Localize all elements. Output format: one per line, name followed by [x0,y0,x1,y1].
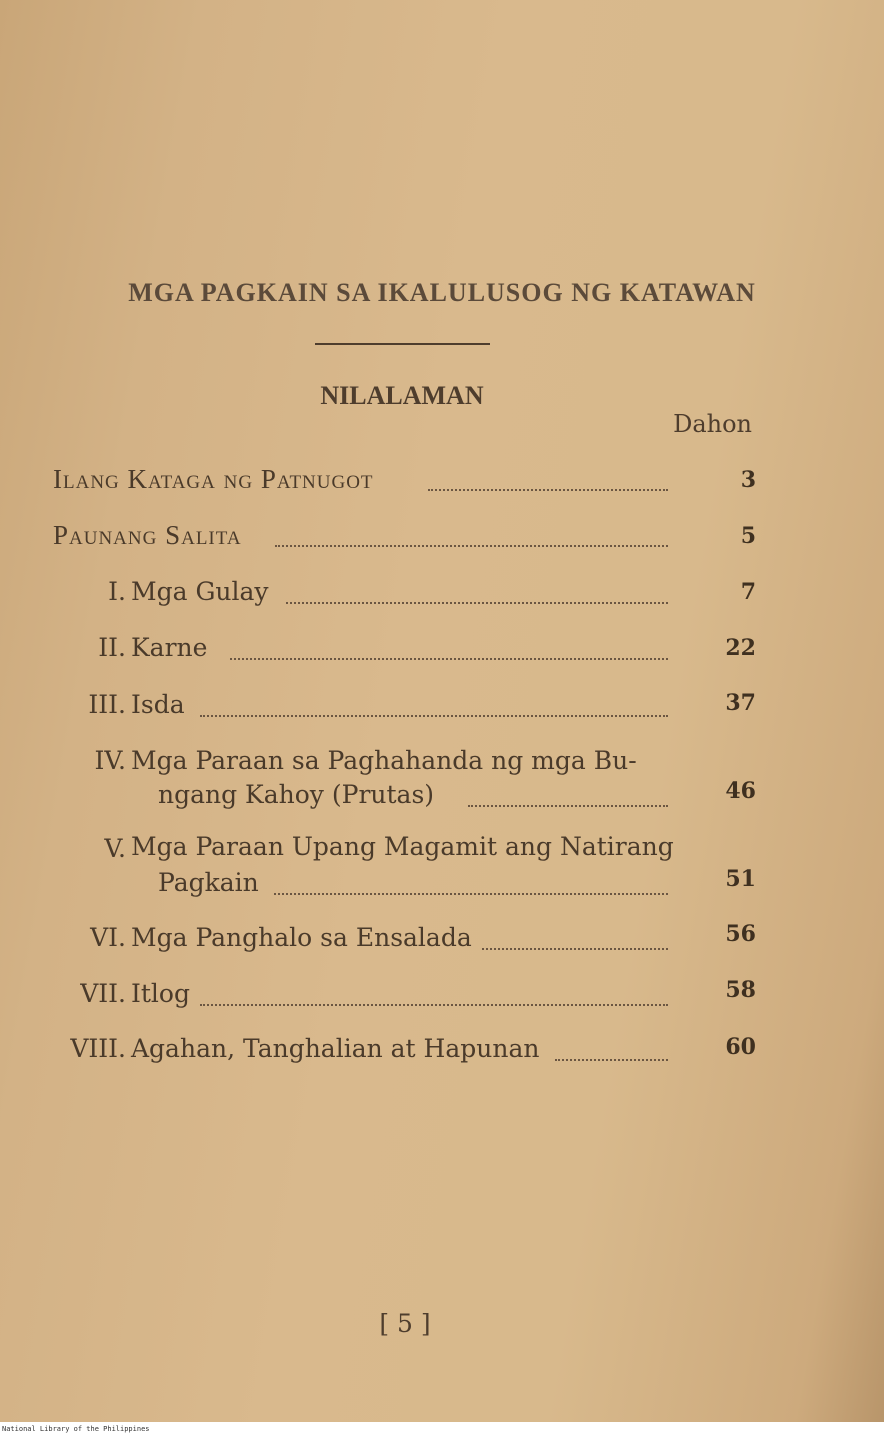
toc-entry-page: 7 [740,579,756,605]
dot-leader [428,489,668,491]
toc-entry-number: VII. [80,979,126,1008]
toc-entry-title: Itlog [131,979,190,1008]
toc-entry-number: III. [88,690,126,719]
toc-entry-number: II. [98,633,126,662]
dot-leader [275,545,668,547]
dot-leader [468,805,668,807]
toc-entry [0,462,884,502]
toc-entry-page: 51 [725,866,756,892]
dot-leader [555,1059,668,1061]
toc-entry-title: Paunang Salita [53,520,242,550]
toc-entry [0,518,884,558]
toc-entry [0,575,884,615]
book-title: MGA PAGKAIN SA IKALULUSOG NG KATAWAN [128,278,756,307]
toc-entry-title-line2: Pagkain [158,868,259,897]
toc-entry [0,1032,884,1072]
toc-entry-page: 58 [725,977,756,1003]
toc-entry-title: Agahan, Tanghalian at Hapunan [131,1034,540,1063]
toc-entry-number: V. [104,834,126,863]
title-rule [315,343,490,345]
dot-leader [274,893,668,895]
dot-leader [482,948,668,950]
toc-entry [0,921,884,961]
toc-entry-title: Ilang Kataga ng Patnugot [53,464,374,494]
toc-entry-page: 56 [725,921,756,947]
dot-leader [230,658,668,660]
toc-entry-page: 3 [740,467,756,493]
toc-entry-page: 60 [725,1034,756,1060]
toc-entry-number: I. [108,577,126,606]
toc-entry [0,631,884,671]
toc-entry-title: Karne [131,633,208,662]
toc-entry-title-line1: Mga Paraan sa Paghahanda ng mga Bu- [131,746,637,775]
toc-entry-title-line1: Mga Paraan Upang Magamit ang Natirang [131,832,674,861]
toc-entry-title: Mga Gulay [131,577,269,606]
toc-entry-page: 37 [725,690,756,716]
toc-entry-title: Mga Panghalo sa Ensalada [131,923,472,952]
toc-entry-page: 46 [725,778,756,804]
dot-leader [286,602,668,604]
page-number: [ 5 ] [379,1309,431,1338]
toc-entry-number: VIII. [70,1034,126,1063]
page-column-heading: Dahon [673,410,752,438]
toc-entry [0,977,884,1017]
toc-entry-title-line2: ngang Kahoy (Prutas) [158,780,435,809]
credit-text: National Library of the Philippines [2,1425,150,1433]
toc-entry-page: 5 [740,523,756,549]
toc-entry-number: IV. [94,746,126,775]
toc-entry-title: Isda [131,690,185,719]
toc-entry-page: 22 [725,635,756,661]
dot-leader [200,715,668,717]
toc-entry [0,744,884,816]
contents-heading: NILALAMAN [320,381,484,410]
dot-leader [200,1004,668,1006]
toc-entry-number: VI. [90,923,126,952]
toc-entry [0,688,884,728]
toc-entry [0,832,884,904]
